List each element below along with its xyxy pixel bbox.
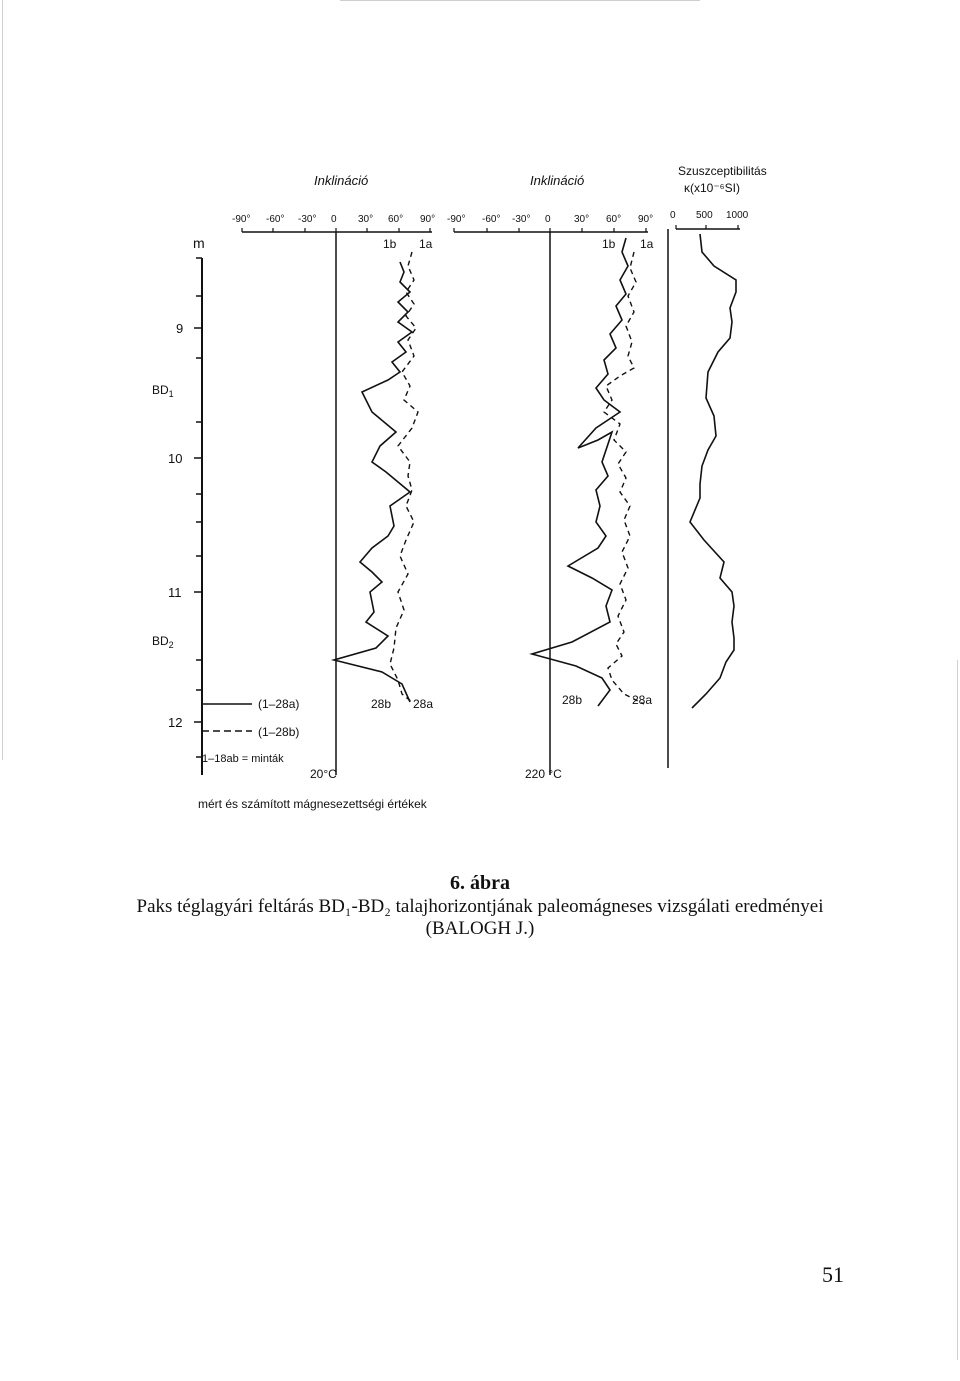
panel2-axis-ticks <box>447 214 653 225</box>
panel1-series-1-28b <box>390 252 418 702</box>
panel2-label-28b: 28b <box>562 693 583 707</box>
svg-text:30°: 30° <box>574 214 590 225</box>
legend-samples-label: 1–18ab = minták <box>202 753 284 765</box>
panel2-series-1-28b <box>604 252 644 704</box>
svg-text:60°: 60° <box>606 214 622 225</box>
horizon-bd2: $BD_2$ <box>152 634 174 650</box>
legend-dashed-label: (1–28b) <box>258 725 300 739</box>
svg-text:90°: 90° <box>638 214 654 225</box>
panel2-label-1b: 1b <box>602 237 616 251</box>
panel1-title: Inklináció <box>314 173 369 188</box>
panel1-label-28b: 28b <box>371 697 392 711</box>
depth-axis <box>152 235 205 775</box>
panel3-axis-ticks <box>670 210 749 221</box>
legend-solid-label: (1–28a) <box>258 697 300 711</box>
panel1-axis-ticks <box>232 214 435 225</box>
svg-text:60°: 60° <box>388 214 404 225</box>
page-number: 51 <box>822 1262 844 1287</box>
figure-number: 6. ábra <box>450 872 510 894</box>
figure-footnote: mért és számított mágnesezettségi értékek <box>198 797 427 811</box>
svg-text:1000: 1000 <box>726 210 749 221</box>
figure-caption-line2: (BALOGH J.) <box>425 918 535 939</box>
panel-susceptibility <box>668 164 767 768</box>
legend <box>202 697 299 765</box>
figure-caption <box>0 896 960 940</box>
panel2-series-1-28a <box>532 238 628 706</box>
svg-text:-30°: -30° <box>512 214 531 225</box>
horizon-bd1: $BD_1$ <box>152 383 174 399</box>
panel-inclination-20c <box>232 173 435 781</box>
panel3-title-line2: κ(x10⁻⁶SI) <box>684 181 740 195</box>
panel2-label-28a: 28a <box>632 693 653 707</box>
svg-text:0: 0 <box>331 214 337 225</box>
depth-tick-11: 11 <box>168 585 182 600</box>
svg-text:-30°: -30° <box>298 214 317 225</box>
panel-inclination-220c <box>447 173 654 781</box>
svg-text:500: 500 <box>696 210 713 221</box>
svg-text:-60°: -60° <box>482 214 501 225</box>
panel1-label-1a: 1a <box>419 237 433 251</box>
svg-text:0: 0 <box>545 214 551 225</box>
panel1-temperature: 20°C <box>310 767 337 781</box>
panel3-title-line1: Szuszceptibilitás <box>678 164 767 178</box>
panel1-label-1b: 1b <box>383 237 397 251</box>
depth-unit-label: m <box>193 235 205 251</box>
svg-text:30°: 30° <box>358 214 374 225</box>
depth-tick-12: 12 <box>168 715 183 730</box>
svg-text:90°: 90° <box>420 214 436 225</box>
panel2-temperature: 220 °C <box>525 767 562 781</box>
figure-caption-line1: Paks téglagyári feltárás BD₁-BD₂ talajhorizontjának paleomágneses vizsgálati eredményei <box>136 896 824 917</box>
svg-text:-90°: -90° <box>232 214 251 225</box>
svg-text:0: 0 <box>670 210 676 221</box>
panel3-susceptibility-series <box>690 234 736 708</box>
depth-tick-10: 10 <box>168 451 183 466</box>
panel1-label-28a: 28a <box>413 697 434 711</box>
depth-axis-major-ticks <box>194 328 202 722</box>
panel2-label-1a: 1a <box>640 237 654 251</box>
svg-text:-90°: -90° <box>447 214 466 225</box>
depth-tick-9: 9 <box>176 321 184 336</box>
panel2-title: Inklináció <box>530 173 585 188</box>
panel1-series-1-28a <box>334 262 412 702</box>
svg-text:-60°: -60° <box>266 214 285 225</box>
